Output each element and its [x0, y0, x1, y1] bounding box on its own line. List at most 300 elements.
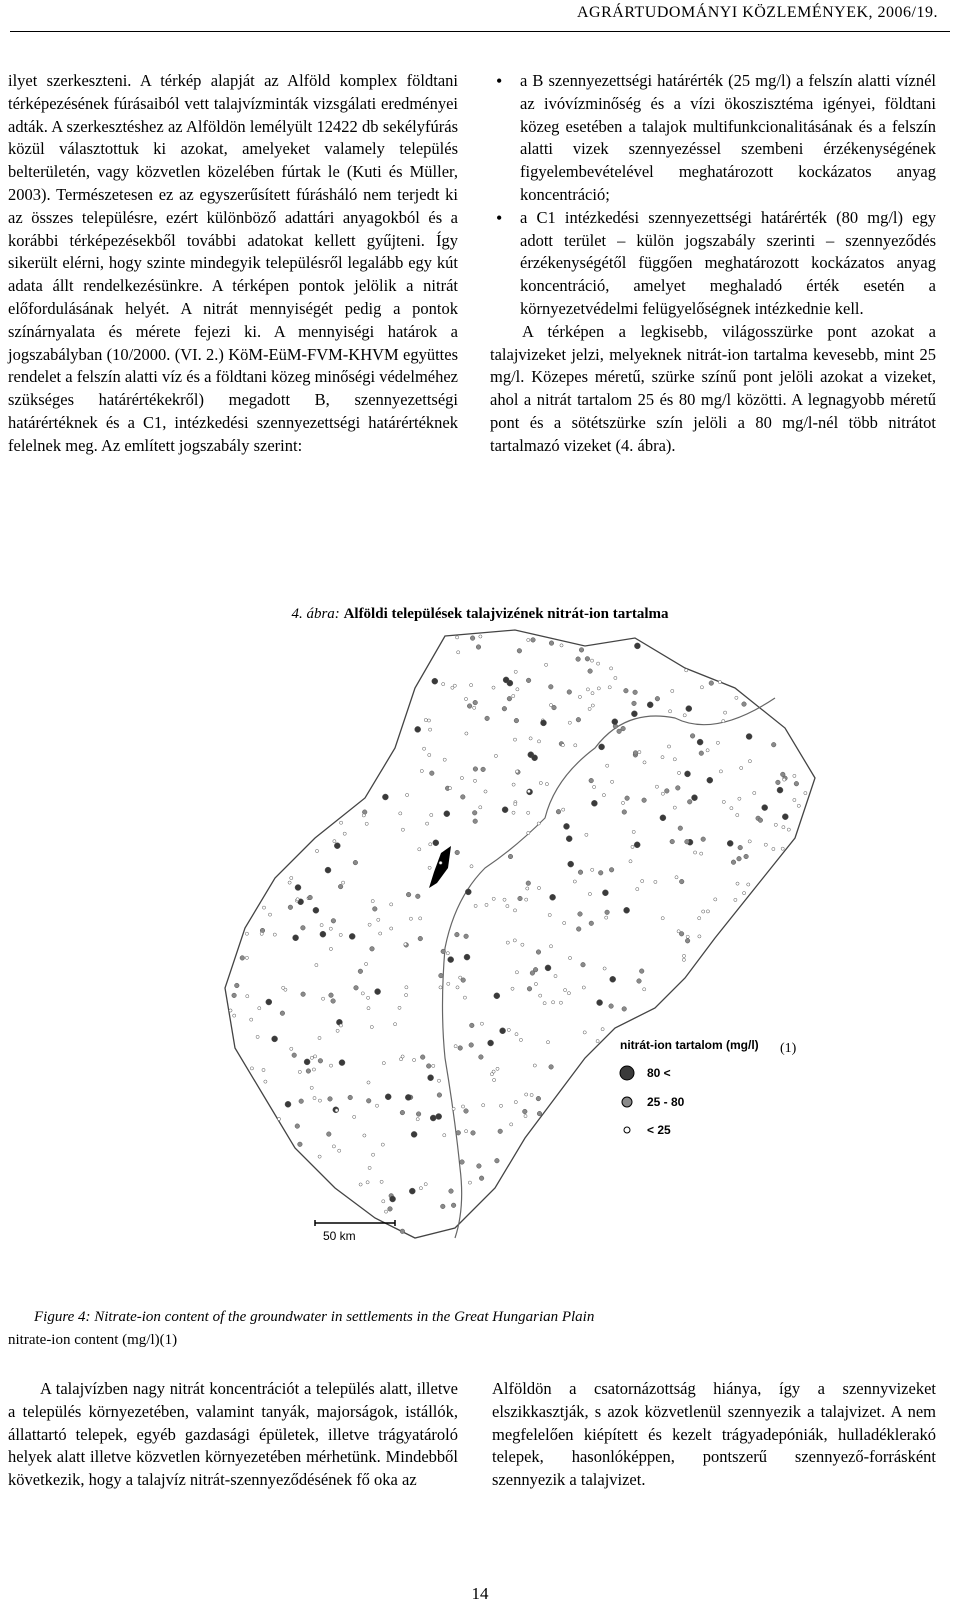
- sample-point: [614, 676, 617, 679]
- sample-point: [631, 845, 634, 848]
- sample-point: [716, 741, 719, 744]
- sample-point: [578, 870, 583, 875]
- bullet-list: [490, 70, 936, 321]
- sample-point: [240, 956, 245, 961]
- sample-point: [423, 747, 426, 750]
- sample-point: [679, 879, 684, 884]
- sample-point: [506, 941, 509, 944]
- sample-point: [665, 789, 670, 794]
- sample-point: [546, 1041, 549, 1044]
- sample-point: [298, 1070, 301, 1073]
- sample-point: [677, 771, 680, 774]
- sample-point: [472, 811, 477, 816]
- sample-point: [727, 840, 733, 846]
- sample-point: [698, 935, 701, 938]
- sample-point: [372, 1153, 375, 1156]
- sample-point: [331, 999, 336, 1004]
- sample-point: [507, 696, 512, 701]
- sample-point: [233, 1014, 236, 1017]
- sample-point: [366, 1181, 369, 1184]
- bullet-item: • a C1 intézkedési szennyezettségi határérték (80 mg/l) egy adott terület – külön jogszabály szerinti – szennyeződés érzékenységétől függően meghatározott kockázatos anyag koncentráció, amelyet meghaladó érték esetén a környezetvédelmi felügyelőségnek intézkednie kell.: [490, 207, 936, 321]
- sample-point: [514, 803, 517, 806]
- sample-point: [609, 1004, 614, 1009]
- sample-point: [606, 764, 609, 767]
- sample-point: [349, 933, 355, 939]
- sample-point: [746, 734, 752, 740]
- sample-point: [545, 965, 551, 971]
- sample-point: [426, 1064, 431, 1069]
- sample-point: [479, 806, 482, 809]
- sample-point: [514, 670, 517, 673]
- sample-point: [328, 1097, 333, 1102]
- sample-point: [258, 1007, 261, 1010]
- body-paragraph: Alföldön a csatornázottság hiánya, így a szennyvizeket elszikkasztják, s azok közvetlenül szennyezik a talajvizet. A nem megfelelően kiépített és kezelt trágyadepóniák, hulladéklerakó telepek, hasonlóképpen, pontszerű szennyező-forrásként szennyezik a talajvizet.: [492, 1379, 936, 1490]
- sample-point: [454, 1045, 457, 1048]
- sample-point: [461, 978, 466, 983]
- sample-point: [776, 780, 781, 785]
- sample-point: [447, 982, 450, 985]
- sample-point: [382, 1200, 385, 1203]
- sample-point: [764, 843, 767, 846]
- sample-point: [797, 804, 800, 807]
- sample-point: [444, 811, 450, 817]
- sample-point: [552, 1001, 555, 1004]
- sample-point: [602, 794, 605, 797]
- sample-point: [348, 1095, 353, 1100]
- sample-point: [685, 669, 688, 672]
- sample-point: [573, 880, 576, 883]
- sample-point: [336, 1029, 339, 1032]
- sample-point: [419, 917, 422, 920]
- sample-point: [690, 734, 695, 739]
- sample-point: [629, 860, 632, 863]
- sample-point: [485, 903, 488, 906]
- sample-point: [724, 711, 727, 714]
- sample-point: [266, 999, 272, 1005]
- sample-point: [315, 964, 318, 967]
- sample-point: [262, 1068, 265, 1071]
- sample-point: [564, 823, 570, 829]
- sample-point: [390, 927, 393, 930]
- sample-point: [498, 1129, 503, 1134]
- sample-point: [518, 896, 523, 901]
- sample-point: [525, 1093, 528, 1096]
- sample-point: [744, 854, 749, 859]
- sample-point: [771, 742, 776, 747]
- sample-point: [370, 1025, 373, 1028]
- sample-point: [404, 943, 407, 946]
- sample-point: [250, 1018, 253, 1021]
- sample-point: [456, 986, 459, 989]
- sample-point: [277, 1117, 280, 1120]
- sample-point: [574, 744, 577, 747]
- sample-point: [686, 706, 692, 712]
- sample-point: [272, 1036, 278, 1042]
- sample-point: [637, 979, 642, 984]
- sample-point: [399, 812, 402, 815]
- sample-point: [436, 1114, 442, 1120]
- sample-point: [621, 801, 624, 804]
- sample-point: [585, 657, 590, 662]
- sample-point: [643, 988, 646, 991]
- sample-point: [335, 1109, 338, 1112]
- sample-point: [502, 807, 508, 813]
- sample-point: [329, 1064, 332, 1067]
- sample-point: [464, 1109, 469, 1114]
- sample-point: [737, 856, 742, 861]
- sample-point: [661, 792, 664, 795]
- sample-point: [512, 783, 515, 786]
- sample-point: [598, 871, 603, 876]
- sample-point: [772, 847, 775, 850]
- sample-point: [318, 1155, 321, 1158]
- sample-point: [476, 645, 481, 650]
- sample-point: [339, 933, 342, 936]
- sample-point: [485, 716, 490, 721]
- sample-point: [373, 907, 378, 912]
- sample-point: [331, 919, 336, 924]
- sample-point: [647, 702, 653, 708]
- figure-legend-english: nitrate-ion content (mg/l)(1): [8, 1332, 178, 1348]
- sample-point: [432, 678, 438, 684]
- sample-point: [730, 807, 733, 810]
- sample-point: [524, 1115, 527, 1118]
- sample-point: [363, 1134, 366, 1137]
- sample-point: [596, 1040, 599, 1043]
- sample-point: [313, 1097, 316, 1100]
- sample-point: [682, 954, 685, 957]
- figure-title: [0, 606, 960, 623]
- sample-point: [622, 1007, 627, 1012]
- legend-symbol-mid: [622, 1097, 632, 1107]
- sample-point: [567, 690, 572, 695]
- sample-point: [568, 861, 574, 867]
- sample-point: [536, 1096, 541, 1101]
- sample-point: [368, 923, 371, 926]
- sample-point: [430, 1115, 436, 1121]
- sample-point: [537, 886, 540, 889]
- sample-point: [632, 830, 635, 833]
- sample-point: [793, 798, 796, 801]
- sample-point: [470, 684, 473, 687]
- sample-point: [654, 880, 657, 883]
- sample-point: [566, 836, 572, 842]
- sample-point: [273, 933, 276, 936]
- legend-label-high: 80 <: [647, 1066, 671, 1080]
- sample-point: [449, 1189, 454, 1194]
- sample-point: [488, 1040, 494, 1046]
- sample-point: [748, 840, 751, 843]
- sample-point: [268, 913, 271, 916]
- legend-label-mid: 25 - 80: [647, 1095, 685, 1109]
- sample-point: [588, 669, 593, 674]
- sample-point: [468, 1181, 471, 1184]
- sample-point: [591, 800, 597, 806]
- sample-point: [479, 1176, 484, 1181]
- sample-point: [492, 686, 495, 689]
- sample-point: [433, 840, 439, 846]
- nitrate-map: [215, 628, 820, 1278]
- sample-point: [413, 1058, 416, 1061]
- sample-point: [578, 695, 581, 698]
- sample-point: [591, 704, 594, 707]
- header-rule: [10, 31, 950, 32]
- sample-point: [687, 800, 692, 805]
- sample-point: [678, 826, 683, 831]
- sample-point: [365, 822, 368, 825]
- sample-point: [743, 892, 746, 895]
- sample-point: [503, 898, 506, 901]
- sample-point: [384, 1210, 387, 1213]
- sample-point: [329, 927, 332, 930]
- sample-point: [465, 1130, 468, 1133]
- sample-point: [561, 744, 564, 747]
- sample-point: [390, 903, 393, 906]
- sample-point: [401, 1055, 404, 1058]
- sample-point: [610, 667, 613, 670]
- sample-point: [312, 1068, 315, 1071]
- sample-point: [609, 868, 614, 873]
- sample-point: [597, 1000, 603, 1006]
- sample-point: [426, 822, 429, 825]
- sample-point: [740, 766, 743, 769]
- sample-point: [631, 711, 637, 717]
- sample-points: [229, 635, 807, 1234]
- sample-point: [734, 898, 737, 901]
- sample-point: [523, 1109, 528, 1114]
- sample-point: [697, 739, 703, 745]
- journal-header: AGRÁRTUDOMÁNYI KÖZLEMÉNYEK, 2006/19.: [576, 4, 938, 21]
- sample-point: [437, 1079, 440, 1082]
- sample-point: [685, 771, 691, 777]
- sample-point: [781, 847, 784, 850]
- sample-point: [700, 686, 703, 689]
- sample-point: [787, 828, 790, 831]
- sample-point: [593, 785, 596, 788]
- sample-point: [480, 1022, 483, 1025]
- sample-point: [362, 814, 365, 817]
- sample-point: [382, 794, 388, 800]
- sample-point: [500, 1028, 506, 1034]
- sample-point: [714, 898, 717, 901]
- sample-point: [492, 897, 495, 900]
- sample-point: [484, 790, 487, 793]
- sample-point: [669, 710, 672, 713]
- sample-point: [473, 779, 476, 782]
- sample-point: [530, 1093, 533, 1096]
- sample-point: [634, 842, 640, 848]
- sample-point: [229, 1009, 232, 1012]
- sample-point: [367, 1081, 370, 1084]
- sample-point: [709, 681, 714, 686]
- sample-point: [463, 996, 466, 999]
- sample-point: [554, 975, 557, 978]
- sample-point: [409, 1188, 415, 1194]
- sample-point: [700, 852, 703, 855]
- sample-point: [406, 892, 411, 897]
- sample-point: [585, 833, 588, 836]
- sample-point: [548, 913, 551, 916]
- sample-point: [365, 962, 368, 965]
- sample-point: [456, 636, 459, 639]
- sample-point: [448, 957, 454, 963]
- sample-point: [318, 1099, 321, 1102]
- sample-point: [461, 1105, 464, 1108]
- sample-point: [327, 1132, 332, 1137]
- sample-point: [359, 1183, 362, 1186]
- sample-point: [428, 753, 431, 756]
- sample-point: [511, 987, 514, 990]
- sample-point: [655, 785, 658, 788]
- sample-point: [603, 967, 606, 970]
- sample-point: [318, 1059, 323, 1064]
- sample-point: [473, 700, 478, 705]
- sample-point: [455, 850, 460, 855]
- sample-point: [533, 1064, 536, 1067]
- sample-point: [390, 1196, 396, 1202]
- right-column-bottom: [492, 1378, 936, 1492]
- sample-point: [371, 900, 374, 903]
- legend-symbol-low: [624, 1127, 630, 1133]
- sample-point: [556, 809, 561, 814]
- sample-point: [503, 677, 509, 683]
- sample-point: [310, 1086, 313, 1089]
- sample-point: [675, 876, 678, 879]
- body-paragraph: A térképen a legkisebb, világosszürke pont azokat a talajvizeket jelzi, melyeknek nitrát-ion tartalma kevesebb, mint 25 mg/l. Közepes méretű, szürke színű pont jelöli azokat a vizeket, ahol a nitrát tartalom 25 és 80 mg/l közötti. A legnagyobb méretű pont és a sötétszürke szín jelöli a 80 mg/l-nél több nitrátot tartalmazó vizeket (4. ábra).: [490, 321, 936, 455]
- sample-point: [418, 848, 421, 851]
- sample-point: [537, 740, 540, 743]
- sample-point: [641, 880, 644, 883]
- sample-point: [479, 635, 482, 638]
- sample-point: [448, 787, 451, 790]
- sample-point: [568, 956, 571, 959]
- sample-point: [622, 810, 627, 815]
- sample-point: [375, 989, 381, 995]
- sample-point: [481, 767, 486, 772]
- sample-point: [673, 758, 676, 761]
- sample-point: [451, 1203, 456, 1208]
- sample-point: [340, 821, 343, 824]
- sample-point: [325, 867, 331, 873]
- sample-point: [428, 1075, 434, 1081]
- sample-point: [516, 688, 519, 691]
- sample-point: [441, 949, 446, 954]
- sample-point: [405, 1094, 411, 1100]
- sample-point: [470, 865, 473, 868]
- sample-point: [301, 926, 306, 931]
- sample-point: [474, 904, 477, 907]
- sample-point: [464, 697, 467, 700]
- sample-point: [718, 681, 721, 684]
- sample-point: [564, 989, 567, 992]
- sample-point: [599, 744, 605, 750]
- sample-point: [582, 986, 585, 989]
- sample-point: [494, 754, 497, 757]
- sample-point: [692, 795, 698, 801]
- figure-number: 4. ábra:: [291, 606, 340, 622]
- sample-point: [521, 943, 524, 946]
- sample-point: [782, 814, 788, 820]
- sample-point: [368, 1166, 371, 1169]
- sample-point: [473, 706, 476, 709]
- sample-point: [306, 1069, 311, 1074]
- sample-point: [457, 651, 460, 654]
- sample-point: [510, 1123, 513, 1126]
- sample-point: [430, 813, 433, 816]
- sample-point: [722, 800, 725, 803]
- sample-point: [315, 849, 318, 852]
- sample-point: [318, 1036, 321, 1039]
- sample-point: [490, 1073, 493, 1076]
- sample-point: [427, 719, 430, 722]
- sample-point: [353, 1115, 356, 1118]
- sample-point: [430, 771, 435, 776]
- sample-point: [527, 790, 530, 793]
- sample-point: [420, 769, 423, 772]
- lake-shape: [429, 846, 451, 888]
- sample-point: [443, 1134, 446, 1137]
- sample-point: [532, 755, 538, 761]
- sample-point: [742, 702, 747, 707]
- sample-point: [469, 1043, 474, 1048]
- sample-point: [432, 1064, 435, 1067]
- sample-point: [794, 781, 799, 786]
- sample-point: [719, 770, 722, 773]
- sample-point: [702, 910, 705, 913]
- sample-point: [783, 778, 786, 781]
- sample-point: [576, 927, 581, 932]
- sample-point: [451, 686, 454, 689]
- sample-point: [342, 881, 345, 884]
- sample-point: [465, 732, 468, 735]
- sample-point: [537, 822, 540, 825]
- sample-point: [264, 1080, 267, 1083]
- sample-point: [467, 704, 472, 709]
- sample-point: [549, 704, 552, 707]
- sample-point: [738, 797, 741, 800]
- sample-point: [424, 1183, 427, 1186]
- sample-point: [235, 983, 240, 988]
- sample-point: [660, 815, 666, 821]
- sample-point: [605, 910, 610, 915]
- sample-point: [416, 894, 421, 899]
- sample-point: [543, 1002, 546, 1005]
- sample-point: [643, 761, 646, 764]
- sample-point: [530, 971, 535, 976]
- sample-point: [290, 1047, 293, 1050]
- sample-point: [601, 1028, 604, 1031]
- sample-point: [753, 791, 756, 794]
- sample-point: [470, 1023, 475, 1028]
- sample-point: [588, 892, 591, 895]
- sample-point: [679, 932, 684, 937]
- figure-caption-english: Figure 4: Nitrate-ion content of the groundwater in settlements in the Great Hungarian Plain: [34, 1309, 595, 1325]
- sample-point: [246, 995, 249, 998]
- sample-point: [638, 751, 641, 754]
- sample-point: [298, 1142, 303, 1147]
- sample-point: [549, 641, 554, 646]
- sample-point: [446, 952, 449, 955]
- sample-point: [260, 928, 265, 933]
- sample-point: [515, 1033, 518, 1036]
- sample-point: [534, 982, 537, 985]
- sample-point: [562, 808, 565, 811]
- sample-point: [381, 1143, 384, 1146]
- left-column-bottom: [8, 1378, 458, 1492]
- sample-point: [292, 1053, 297, 1058]
- sample-point: [301, 992, 306, 997]
- sample-point: [683, 714, 686, 717]
